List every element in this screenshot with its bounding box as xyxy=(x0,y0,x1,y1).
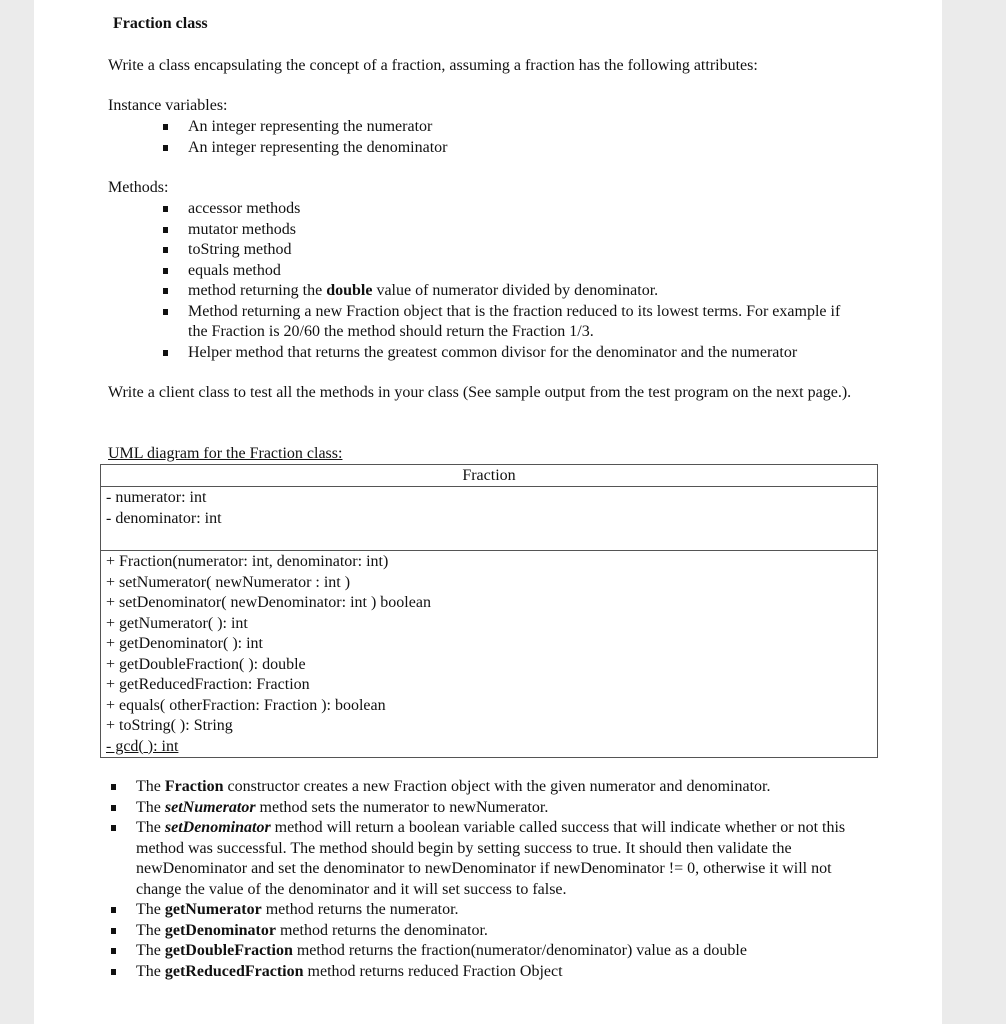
page-title: Fraction class xyxy=(113,15,208,32)
descriptions-list xyxy=(110,777,890,982)
uml-method: + equals( otherFraction: Fraction ): boolean xyxy=(106,696,386,714)
uml-method: + getDoubleFraction( ): double xyxy=(106,655,306,673)
document-page xyxy=(34,0,942,1024)
list-item: The setDenominator method will return a boolean variable called success that will indicate whether or not this method was successful. The method should begin by setting success to true. It should then validate the newDenominator and set the denominator to newDenominator if newDenominator != 0, otherwise it will not change the value of the denominator and it will set success to false. xyxy=(110,818,876,900)
list-item: The getNumerator method returns the numerator. xyxy=(110,900,890,921)
methods-list xyxy=(162,199,882,363)
list-item: accessor methods xyxy=(162,199,882,220)
client-text: Write a client class to test all the methods in your class (See sample output from the test program on the next page.). xyxy=(108,384,852,401)
uml-method: + getNumerator( ): int xyxy=(106,614,248,632)
uml-method: + setNumerator( newNumerator : int ) xyxy=(106,573,351,591)
uml-field: - numerator: int xyxy=(106,489,207,506)
list-item: An integer representing the numerator xyxy=(162,117,447,138)
list-item: The getDenominator method returns the denominator. xyxy=(110,921,890,942)
instance-list xyxy=(162,117,447,158)
uml-method: + toString( ): String xyxy=(106,717,233,734)
uml-class-name: Fraction xyxy=(101,465,877,487)
uml-diagram xyxy=(100,464,878,758)
uml-caption: UML diagram for the Fraction class: xyxy=(108,445,343,462)
list-item: equals method xyxy=(162,261,882,282)
uml-method: + setDenominator( newDenominator: int ) boolean xyxy=(106,594,431,611)
list-item: Helper method that returns the greatest common divisor for the denominator and the numerator xyxy=(162,343,882,364)
list-item: Method returning a new Fraction object that is the fraction reduced to its lowest terms. For example if the Fraction is 20/60 the method should return the Fraction 1/3. xyxy=(162,302,848,343)
uml-methods xyxy=(101,551,877,757)
list-item: The setNumerator method sets the numerator to newNumerator. xyxy=(110,798,890,819)
methods-heading: Methods: xyxy=(108,179,169,196)
list-item: method returning the double value of numerator divided by denominator. xyxy=(162,281,882,302)
list-item: toString method xyxy=(162,240,882,261)
list-item: An integer representing the denominator xyxy=(162,138,447,159)
intro-text: Write a class encapsulating the concept of a fraction, assuming a fraction has the following attributes: xyxy=(108,57,758,74)
uml-method: + getReducedFraction: Fraction xyxy=(106,676,310,693)
list-item: The getDoubleFraction method returns the fraction(numerator/denominator) value as a double xyxy=(110,941,890,962)
uml-method-gcd: - gcd( ): int xyxy=(106,737,179,755)
list-item: mutator methods xyxy=(162,220,882,241)
uml-method: + getDenominator( ): int xyxy=(106,635,263,652)
uml-field: - denominator: int xyxy=(106,509,222,527)
uml-fields xyxy=(101,487,877,551)
list-item: The getReducedFraction method returns reduced Fraction Object xyxy=(110,962,890,983)
instance-heading: Instance variables: xyxy=(108,97,228,114)
list-item: The Fraction constructor creates a new Fraction object with the given numerator and denominator. xyxy=(110,777,890,798)
uml-method: + Fraction(numerator: int, denominator: int) xyxy=(106,553,389,570)
